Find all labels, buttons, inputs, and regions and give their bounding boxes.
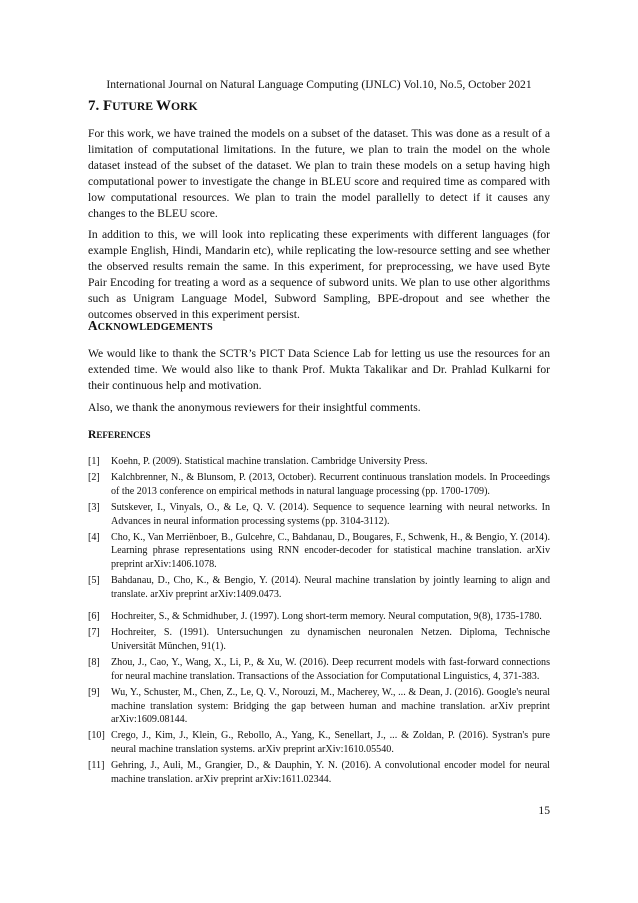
reference-item: [7] Hochreiter, S. (1991). Untersuchungen zu dynamischen neuronalen Netzen. Diploma, Technische Universität München, 91(1). — [88, 626, 550, 652]
reference-item: [2] Kalchbrenner, N., & Blunsom, P. (2013, October). Recurrent continuous translation models. In Proceedings of the 2013 conference on empirical methods in natural language processing (pp. 1700-1709). — [88, 471, 550, 497]
reference-item: [10] Crego, J., Kim, J., Klein, G., Rebollo, A., Yang, K., Senellart, J., ... & Zoldan, P. (2016). Systran's pure neural machine translation systems. arXiv preprint arXiv:1610.05540. — [88, 730, 550, 756]
section-future-work-heading: 7. FUTURE WORK — [88, 98, 198, 114]
references-heading: REFERENCES — [88, 428, 151, 441]
reference-item: [6] Hochreiter, S., & Schmidhuber, J. (1997). Long short-term memory. Neural computation, 9(8), 1735-1780. — [88, 611, 542, 623]
section-number: 7. — [88, 98, 100, 114]
journal-header: International Journal on Natural Language Computing (IJNLC) Vol.10, No.5, October 2021 — [106, 78, 532, 91]
reference-item: [11] Gehring, J., Auli, M., Grangier, D., & Dauphin, Y. N. (2016). A convolutional encoder model for neural machine translation. arXiv preprint arXiv:1611.02344. — [88, 760, 550, 786]
reference-item: [8] Zhou, J., Cao, Y., Wang, X., Li, P., & Xu, W. (2016). Deep recurrent models with fast-forward connections for neural machine translation. Transactions of the Association for Computational Linguistics, 4, 371-383. — [88, 656, 550, 682]
acknowledgements-paragraph-2: Also, we thank the anonymous reviewers for their insightful comments. — [88, 401, 421, 414]
reference-item: [5] Bahdanau, D., Cho, K., & Bengio, Y. (2014). Neural machine translation by jointly learning to align and translate. arXiv preprint arXiv:1409.0473. — [88, 575, 550, 601]
reference-item: [3] Sutskever, I., Vinyals, O., & Le, Q. V. (2014). Sequence to sequence learning with neural networks. In Advances in neural information processing systems (pp. 3104-3112). — [88, 501, 550, 527]
future-work-paragraph-1: For this work, we have trained the models on a subset of the dataset. This was done as a result of a limitation of computational limitations. In the future, we plan to train the model on the whole dataset instead of the subset of the dataset. We plan to train these models on a setup having high computational power to investigate the change in BLEU score and required time as compared with low computational resources. We plan to train the model parallelly to detect if it causes any changes to the BLEU score. — [88, 127, 550, 221]
acknowledgements-paragraph-1: We would like to thank the SCTR’s PICT Data Science Lab for letting us use the resources for an extended time. We would also like to thank Prof. Mukta Takalikar and Dr. Prahlad Kulkarni for their continuous help and motivation. — [88, 347, 550, 393]
reference-item: [9] Wu, Y., Schuster, M., Chen, Z., Le, Q. V., Norouzi, M., Macherey, W., ... & Dean, J. (2016). Google's neural machine translation system: Bridging the gap between human and machine translation. arXiv preprint arXiv:1609.08144. — [88, 686, 550, 726]
future-work-paragraph-2: In addition to this, we will look into replicating these experiments with different languages (for example English, Hindi, Mandarin etc), while replicating the low-resource setting and see whether the observed results remain the same. In this experiment, for preprocessing, we have used Byte Pair Encoding for treating a word as a sequence of subword units. We plan to use other algorithms such as Unigram Language Model, Subword Sampling, BPE-dropout and see whether the outcomes observed in this experiment persist. — [88, 228, 550, 322]
references-list — [88, 455, 550, 789]
acknowledgements-heading: ACKNOWLEDGEMENTS — [88, 318, 213, 333]
page-number: 15 — [538, 804, 550, 817]
reference-item: [1] Koehn, P. (2009). Statistical machine translation. Cambridge University Press. — [88, 456, 428, 467]
reference-item: [4] Cho, K., Van Merriënboer, B., Gulcehre, C., Bahdanau, D., Bougares, F., Schwenk, H., & Bengio, Y. (2014). Learning phrase representations using RNN encoder-decoder for statistical machine translation. arXiv preprint arXiv:1406.1078. — [88, 531, 550, 571]
